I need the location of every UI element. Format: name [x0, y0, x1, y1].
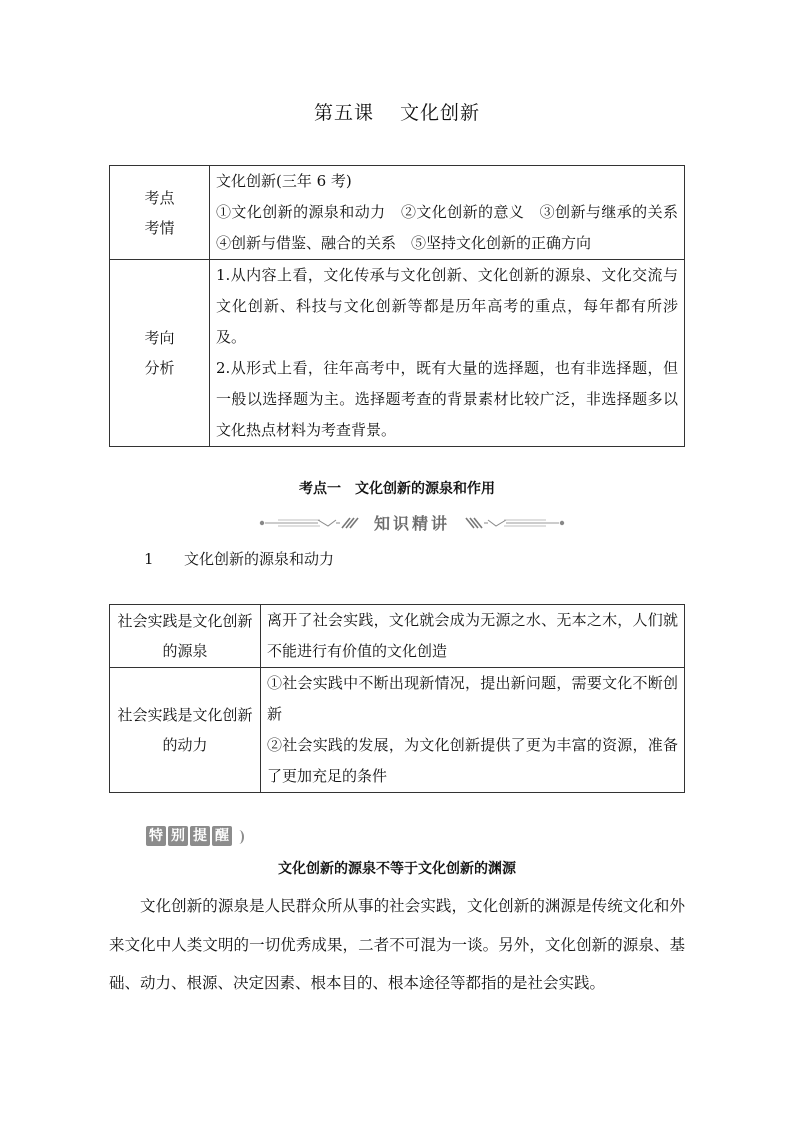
special-reminder-badge: [146, 826, 234, 848]
table-row: [110, 668, 685, 793]
table-row: [110, 166, 685, 260]
item-text: 文化创新的源泉和动力: [184, 550, 335, 568]
table-row: [110, 605, 685, 668]
item-number: 1: [144, 550, 154, 568]
banner-label: 知识精讲: [373, 514, 450, 533]
exam-points: ①文化创新的源泉和动力 ②文化创新的意义 ③创新与继承的关系 ④创新与借鉴、融合的关系 ⑤坚持文化创新的正确方向: [216, 203, 694, 252]
knowledge-banner: [258, 510, 566, 536]
tip-char: 特: [146, 826, 166, 846]
row-content-power: [261, 668, 685, 793]
analysis-point-2: 2.从形式上看，往年高考中，既有大量的选择题，也有非选择题，但一般以选择题为主。选择题考查的背景素材比较广泛，非选择题多以文化热点材料为考查背景。: [216, 359, 678, 439]
analysis-point-1: 1.从内容上看，文化传承与文化创新、文化创新的源泉、文化交流与文化创新、科技与文化创新等都是历年高考的重点，每年都有所涉及。: [216, 266, 678, 346]
row-content-kaoxiang: [210, 260, 685, 447]
row-content-kaodian: [210, 166, 694, 260]
lesson-number: 第五课: [313, 102, 374, 124]
source-power-table: [109, 604, 685, 793]
lesson-name: 文化创新: [400, 102, 481, 124]
badge-tail-icon: [234, 830, 244, 844]
tip-char: 别: [168, 826, 188, 846]
reminder-paragraph: 文化创新的源泉是人民群众所从事的社会实践，文化创新的渊源是传统文化和外来文化中人类文明的一切优秀成果，二者不可混为一谈。另外，文化创新的源泉、基础、动力、根源、决定因素、根本目的、根本途径等都指的是社会实践。: [109, 897, 685, 992]
item-heading: [144, 548, 334, 569]
row-label-source: 社会实践是文化创新的源泉: [110, 605, 261, 668]
section-title: 考点一 文化创新的源泉和作用: [299, 481, 495, 497]
exam-count: 文化创新(三年 6 考): [216, 172, 352, 190]
page-title: [0, 98, 794, 125]
power-point-2: ②社会实践的发展，为文化创新提供了更为丰富的资源，准备了更加充足的条件: [267, 736, 678, 785]
row-label-kaodian: 考点 考情: [110, 166, 210, 260]
power-point-1: ①社会实践中不断出现新情况，提出新问题，需要文化不断创新: [267, 674, 678, 723]
tip-char: 醒: [212, 826, 232, 846]
row-content-source: 离开了社会实践，文化就会成为无源之水、无本之木，人们就不能进行有价值的文化创造: [261, 605, 685, 668]
tip-char: 提: [190, 826, 210, 846]
table-row: [110, 260, 685, 447]
row-label-kaoxiang: 考向 分析: [110, 260, 210, 447]
row-label-power: 社会实践是文化创新的动力: [110, 668, 261, 793]
exam-info-table: [109, 165, 694, 447]
reminder-heading: 文化创新的源泉不等于文化创新的渊源: [278, 861, 516, 877]
